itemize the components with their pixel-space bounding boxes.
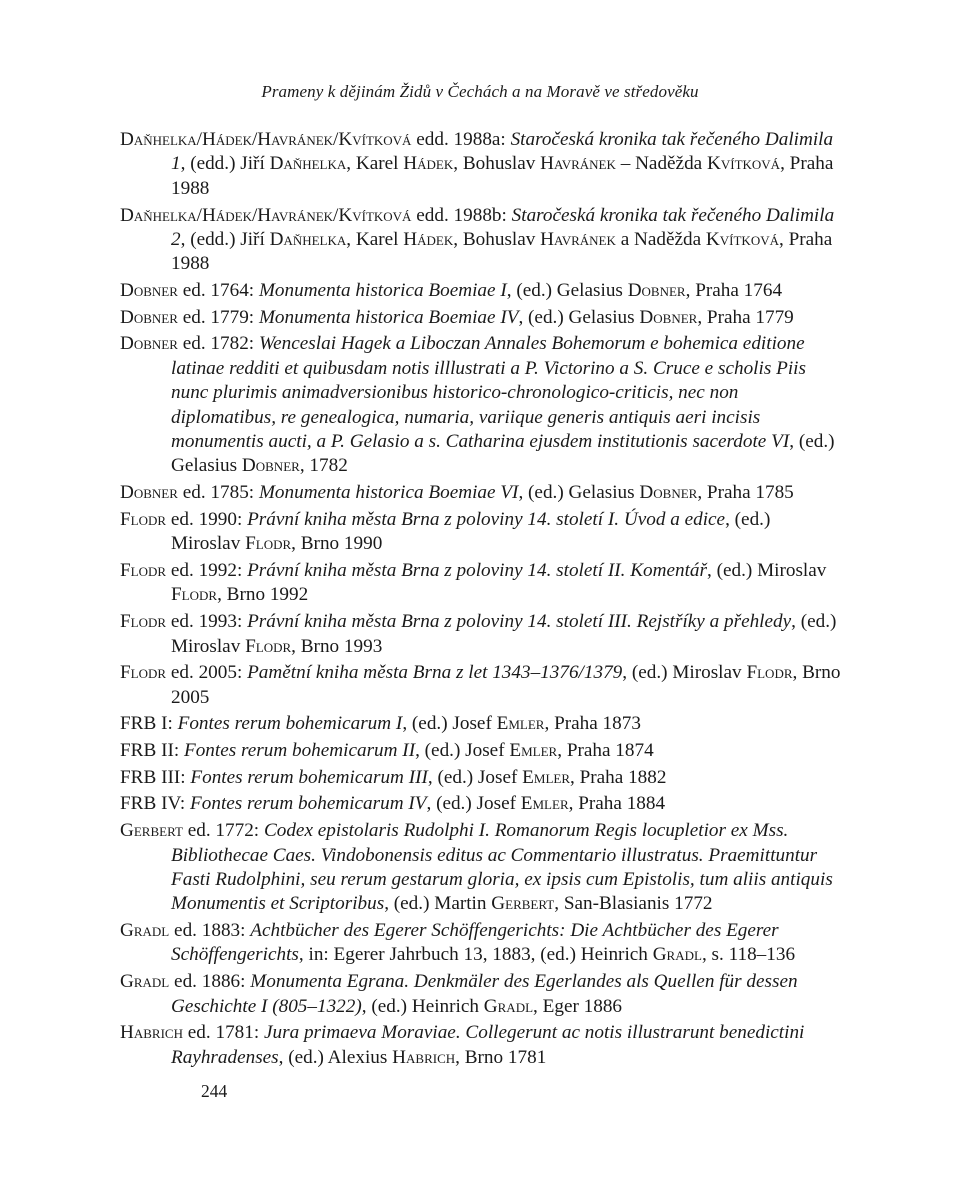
entry-text: a Naděžda: [615, 228, 706, 250]
entry-editor-name: Kvítková: [705, 228, 779, 250]
entry-title: Právní kniha města Brna z poloviny 14. století I. Úvod a edice: [247, 508, 726, 530]
entry-edition: ed. 1990:: [166, 508, 248, 530]
entry-edition: edd. 1988b:: [411, 204, 512, 226]
entry-publication: , Brno 1993: [291, 635, 383, 657]
entry-edition: :: [180, 766, 191, 788]
entry-author: FRB II: [120, 740, 174, 762]
entry-editor-name: Emler: [520, 793, 569, 815]
entry-edition: :: [167, 713, 178, 735]
bibliography-entry: [120, 766, 842, 790]
entry-author: Flodr: [120, 662, 167, 684]
entry-publication: , Praha 1779: [697, 306, 794, 328]
entry-publication: , Brno 1990: [291, 533, 383, 555]
entry-title: Achtbücher des Egerer Schöffengerichts: Die Achtbücher des Egerer Schöffengerichts: [171, 920, 779, 966]
entry-editor-name: Flodr: [245, 635, 292, 657]
entry-publication: , Brno 2005: [171, 662, 841, 708]
entry-editor-name: Emler: [522, 766, 571, 788]
bibliography-entry: [120, 279, 842, 303]
entry-publication: , 1782: [299, 455, 348, 477]
bibliography-entry: [120, 792, 842, 816]
entry-text: , (ed.) Miroslav: [171, 611, 837, 657]
entry-text: , (ed.) Alexius: [278, 1046, 393, 1068]
bibliography-entry: [120, 128, 842, 201]
entry-editor-name: Dobner: [241, 455, 300, 477]
entry-text: , (ed.) Gelasius: [518, 306, 640, 328]
entry-editor-name: Flodr: [245, 533, 292, 555]
entry-text: , (edd.) Jiří: [180, 153, 270, 175]
entry-edition: :: [173, 740, 184, 762]
entry-editor-name: Daňhelka: [269, 228, 347, 250]
entry-edition: :: [179, 793, 191, 815]
entry-editor-name: Hádek: [403, 153, 454, 175]
entry-editor-name: Havránek: [540, 228, 616, 250]
entry-text: , Bohuslav: [453, 228, 541, 250]
entry-text: , Bohuslav: [453, 153, 541, 175]
entry-author: Dobner: [120, 306, 178, 328]
entry-title: Wenceslai Hagek a Liboczan Annales Bohemorum e bohemica editione latinae redditi et quibusdam notis illlustrati a P. Victorino a S. Cruce e scholis Piis nunc plurimis animadversionibus historico-chronologico-criticis, nec non diplomatibus, re genealogica, numaria, variique generis antiquis aeri incisis monumentis aucti, a P. Gelasio a s. Catharina ejusdem institutionis sacerdote VI: [171, 333, 806, 453]
entry-author: Gradl: [120, 920, 170, 942]
entry-edition: ed. 1782:: [177, 333, 259, 355]
entry-text: , (ed.) Gelasius: [171, 431, 835, 477]
entry-author: FRB I: [120, 713, 168, 735]
entry-publication: , Praha 1988: [171, 228, 833, 275]
entry-text: , (ed.) Josef: [427, 766, 523, 788]
entry-text: , (ed.) Josef: [402, 713, 497, 735]
entry-text: – Naděžda: [615, 153, 707, 175]
entry-editor-name: Gradl: [483, 995, 534, 1017]
entry-editor-name: Gradl: [652, 944, 702, 966]
entry-publication: , Praha 1874: [557, 740, 654, 762]
bibliography-entry: [120, 739, 842, 763]
entry-author: Daňhelka/Hádek/Havránek/Kvítková: [120, 204, 412, 226]
entry-author: FRB III: [120, 766, 181, 788]
entry-publication: , Brno 1781: [455, 1046, 547, 1068]
entry-editor-name: Emler: [496, 713, 545, 735]
entry-editor-name: Hádek: [403, 228, 454, 250]
bibliography-entry: [120, 610, 842, 659]
entry-text: , (edd.) Jiří: [180, 228, 270, 250]
entry-editor-name: Daňhelka: [269, 153, 347, 175]
bibliography-entry: [120, 204, 842, 277]
entry-text: , (ed.) Gelasius: [506, 280, 628, 302]
entry-editor-name: Kvítková: [707, 153, 781, 175]
bibliography-entry: [120, 1021, 842, 1070]
entry-edition: ed. 1883:: [169, 920, 251, 942]
entry-edition: ed. 1772:: [182, 820, 264, 842]
entry-author: Flodr: [120, 611, 167, 633]
entry-edition: ed. 1785:: [177, 482, 259, 504]
page-number: 244: [201, 1081, 228, 1101]
entry-edition: ed. 1992:: [166, 559, 248, 581]
entry-title: Právní kniha města Brna z poloviny 14. století II. Komentář: [247, 559, 707, 581]
bibliography-entry: [120, 481, 842, 505]
entry-editor-name: Dobner: [639, 482, 698, 504]
entry-edition: ed. 1764:: [177, 280, 259, 302]
entry-author: Flodr: [120, 559, 167, 581]
entry-publication: , Praha 1873: [544, 713, 641, 735]
entry-title: Pamětní kniha města Brna z let 1343–1376/1379: [247, 662, 623, 684]
entry-text: , (ed.) Heinrich: [361, 995, 484, 1017]
entry-title: Fontes rerum bohemicarum IV: [190, 793, 427, 815]
entry-author: FRB IV: [120, 793, 180, 815]
bibliography-entry: [120, 332, 842, 478]
bibliography-entry: [120, 661, 842, 710]
entry-text: , (ed.) Gelasius: [518, 482, 640, 504]
entry-title: Staročeská kronika tak řečeného Dalimila 2: [171, 204, 835, 250]
entry-publication: , Praha 1988: [171, 153, 834, 199]
entry-text: , (ed.) Miroslav: [622, 662, 747, 684]
entry-publication: , Praha 1884: [568, 793, 666, 815]
bibliography-entry: [120, 819, 842, 917]
entry-text: , (ed.) Miroslav: [171, 508, 771, 555]
entry-editor-name: Havránek: [540, 153, 616, 175]
bibliography-entry: [120, 508, 842, 557]
entry-text: , (ed.) Josef: [426, 793, 521, 815]
entry-author: Gerbert: [120, 820, 183, 842]
entry-text: , (ed.) Miroslav: [707, 559, 827, 581]
bibliography-entry: [120, 712, 842, 736]
entry-editor-name: Dobner: [627, 280, 686, 302]
entry-title: Právní kniha města Brna z poloviny 14. století III. Rejstříky a přehledy: [247, 611, 792, 633]
entry-title: Jura primaeva Moraviae. Collegerunt ac notis illustrarunt benedictini Rayhradenses: [171, 1022, 805, 1068]
entry-text: , in: Egerer Jahrbuch 13, 1883, (ed.) Heinrich: [298, 944, 653, 966]
entry-title: Staročeská kronika tak řečeného Dalimila 1: [171, 129, 834, 175]
entry-title: Monumenta historica Boemiae I: [258, 280, 507, 302]
entry-editor-name: Gerbert: [491, 893, 555, 915]
entry-title: Codex epistolaris Rudolphi I. Romanorum Regis locupletior ex Mss. Bibliothecae Caes. Vindobonensis editus ac Commentario illustratus. Praemittuntur Fasti Rudolphini, seu rerum gestarum gloria, ex ipsis cum Epistolis, tum aliis antiquis Monumentis et Scriptoribus: [171, 820, 833, 915]
entry-edition: ed. 1993:: [166, 611, 248, 633]
entry-author: Dobner: [120, 333, 178, 355]
entry-author: Habrich: [120, 1022, 183, 1044]
entry-author: Dobner: [120, 280, 178, 302]
entry-publication: , Brno 1992: [217, 584, 309, 606]
entry-edition: ed. 1886:: [169, 971, 251, 993]
entry-edition: ed. 2005:: [166, 662, 248, 684]
entry-text: , (ed.) Josef: [415, 740, 510, 762]
entry-editor-name: Emler: [509, 740, 558, 762]
entry-text: , Karel: [346, 228, 404, 250]
entry-publication: , Praha 1882: [570, 766, 667, 788]
entry-text: , (ed.) Martin: [384, 893, 492, 915]
entry-title: Monumenta historica Boemiae IV: [258, 306, 519, 328]
entry-editor-name: Flodr: [171, 584, 218, 606]
entry-edition: ed. 1779:: [177, 306, 259, 328]
entry-text: , Karel: [346, 153, 404, 175]
entry-edition: edd. 1988a:: [411, 129, 511, 150]
bibliography-entry: [120, 919, 842, 968]
bibliography-entry: [120, 306, 842, 330]
entry-edition: ed. 1781:: [182, 1022, 264, 1044]
entry-publication: , San-Blasianis 1772: [554, 893, 713, 915]
entry-title: Fontes rerum bohemicarum I: [177, 713, 403, 735]
entry-title: Monumenta historica Boemiae VI: [258, 482, 519, 504]
bibliography-entry: [120, 970, 842, 1019]
bibliography-list: [120, 128, 842, 1072]
entry-publication: , s. 118–136: [701, 944, 796, 966]
entry-publication: , Praha 1764: [685, 280, 783, 302]
entry-author: Flodr: [120, 508, 167, 530]
entry-author: Daňhelka/Hádek/Havránek/Kvítková: [120, 129, 412, 150]
running-header: Prameny k dějinám Židů v Čechách a na Moravě ve středověku: [261, 82, 699, 101]
entry-editor-name: Flodr: [746, 662, 793, 684]
entry-title: Fontes rerum bohemicarum III: [190, 766, 428, 788]
bibliography-entry: [120, 559, 842, 608]
entry-editor-name: Dobner: [639, 306, 698, 328]
entry-publication: , Eger 1886: [533, 995, 623, 1017]
entry-publication: , Praha 1785: [697, 482, 794, 504]
entry-title: Fontes rerum bohemicarum II: [183, 740, 416, 762]
entry-editor-name: Habrich: [392, 1046, 456, 1068]
entry-author: Dobner: [120, 482, 178, 504]
entry-author: Gradl: [120, 971, 170, 993]
entry-title: Monumenta Egrana. Denkmäler des Egerlandes als Quellen für dessen Geschichte I (805–1322): [171, 971, 798, 1017]
